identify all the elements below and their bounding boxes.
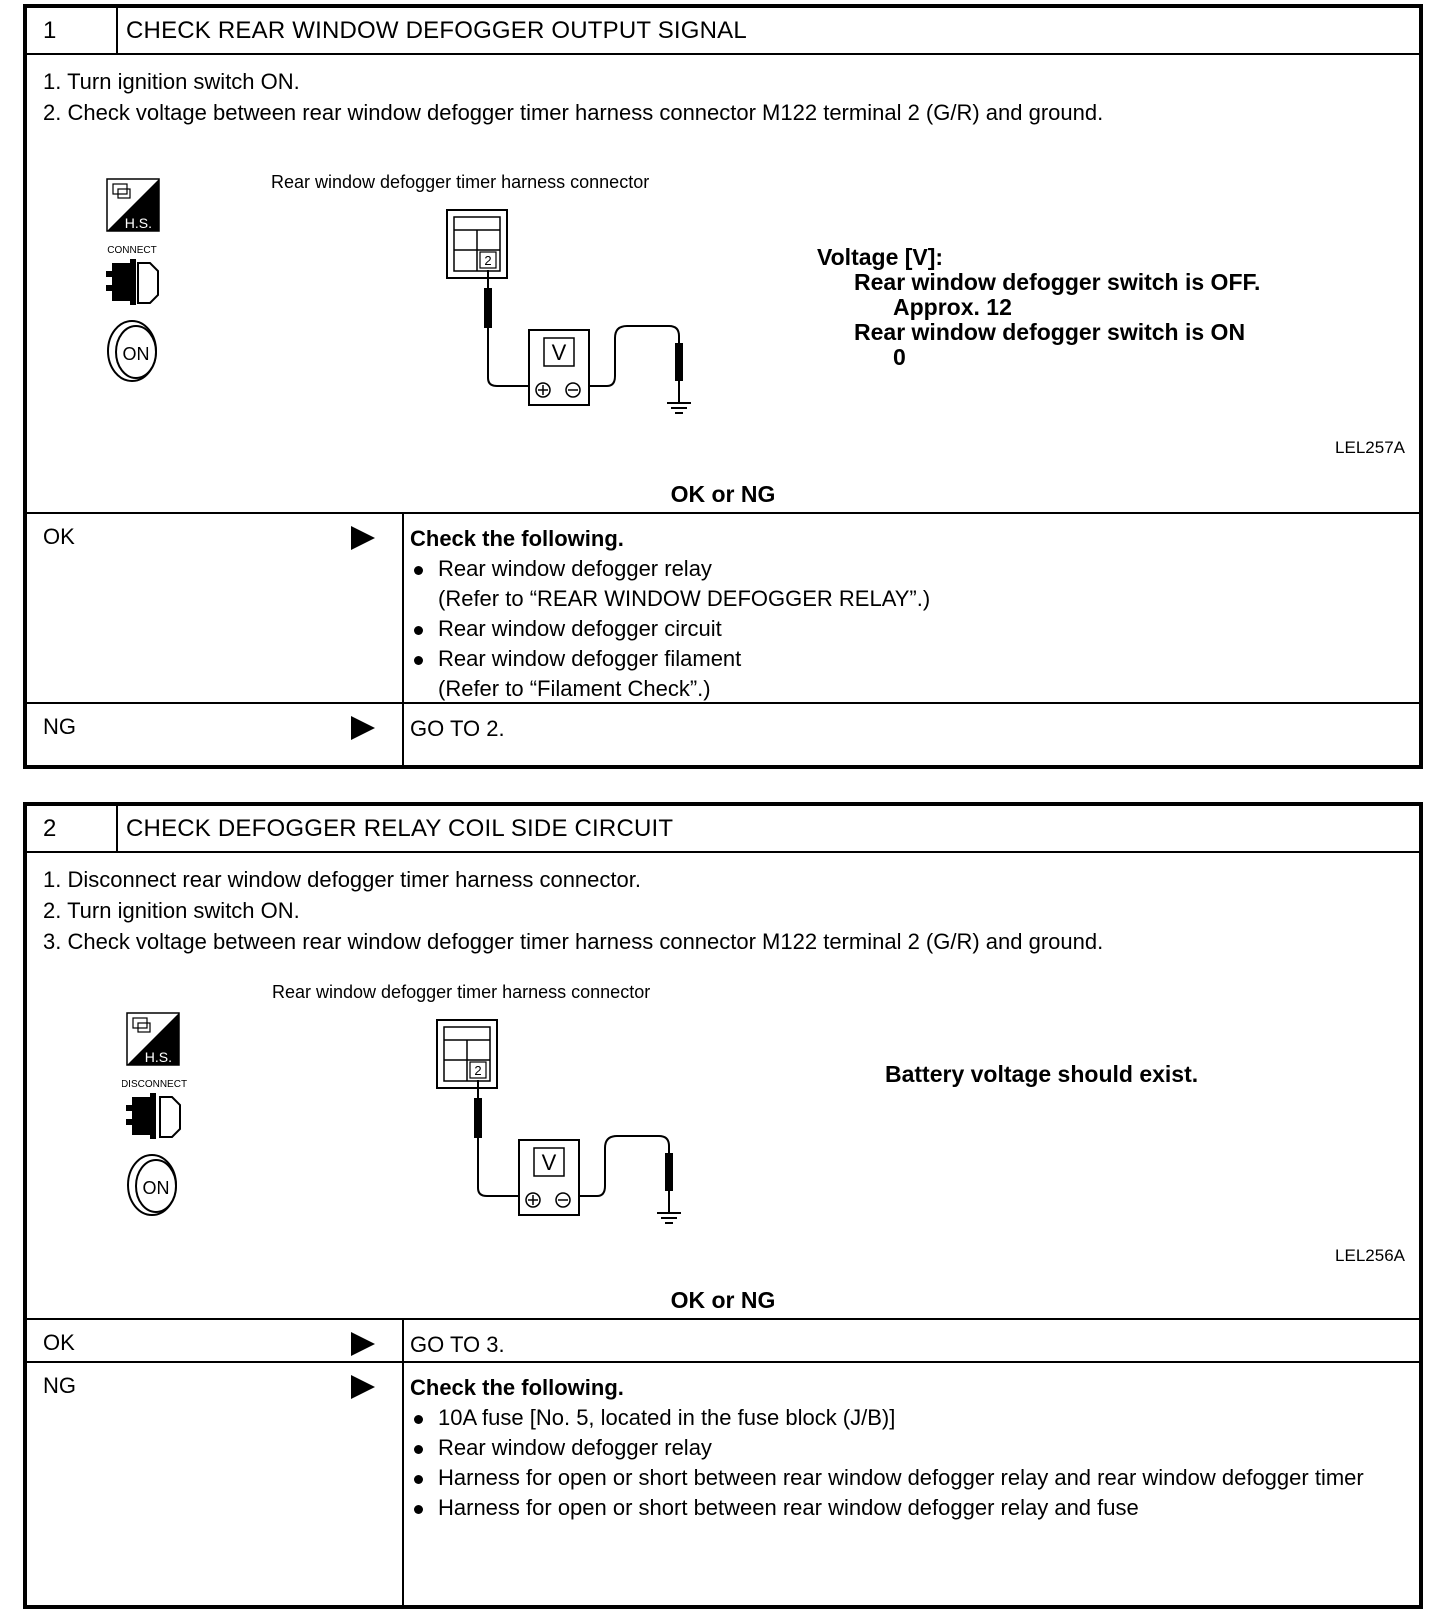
arrow-right-icon [351, 716, 375, 740]
step-2-panel [23, 802, 1423, 1609]
instruction-line: 2. Check voltage between rear window defogger timer harness connector M122 terminal 2 (G/R) and ground. [43, 100, 1104, 125]
instruction-line: 2. Turn ignition switch ON. [43, 898, 300, 923]
row-divider [402, 514, 404, 702]
result-label: OK [43, 524, 75, 549]
bullet-subtext: (Refer to “REAR WINDOW DEFOGGER RELAY”.) [438, 586, 931, 611]
probe-icon [484, 288, 492, 328]
arrow-right-icon [351, 1375, 375, 1399]
bullet-item: Harness for open or short between rear window defogger relay and rear window defogger timer [410, 1463, 1389, 1493]
spec-line: 0 [893, 344, 906, 370]
meter-label: V [551, 340, 567, 365]
instructions [43, 66, 1103, 128]
result-row-ng [27, 1361, 1419, 1605]
result-content [410, 1373, 1389, 1523]
step-number: 2 [43, 815, 57, 842]
instructions [43, 864, 1103, 957]
key-label: ON [142, 1178, 170, 1198]
ok-or-ng-heading: OK or NG [670, 481, 776, 507]
header-divider [116, 806, 118, 851]
spec-line: Approx. 12 [893, 294, 1012, 320]
result-row-ng [27, 702, 1419, 765]
step-title: CHECK REAR WINDOW DEFOGGER OUTPUT SIGNAL [126, 17, 747, 44]
row-divider [402, 704, 404, 765]
row-divider [402, 1363, 404, 1605]
terminal-label: 2 [484, 253, 492, 268]
instruction-line: 1. Disconnect rear window defogger timer harness connector. [43, 867, 641, 892]
ignition-key-icon [122, 1150, 202, 1220]
bullet-item: Rear window defogger circuit [410, 614, 1389, 644]
voltage-spec [817, 245, 1260, 370]
bullet-item: 10A fuse [No. 5, located in the fuse block (J/B)] [410, 1403, 1389, 1433]
harness-side-icon [102, 176, 182, 236]
figure-id: LEL257A [1335, 438, 1405, 457]
step-1-panel [23, 4, 1423, 769]
spec-line: Voltage [V]: [817, 244, 944, 270]
figure-caption: Rear window defogger timer harness connector [271, 172, 650, 192]
result-heading: Check the following. [410, 526, 624, 551]
step-title: CHECK DEFOGGER RELAY COIL SIDE CIRCUIT [126, 815, 674, 842]
arrow-right-icon [351, 1332, 375, 1356]
result-content [410, 524, 1389, 704]
step-header [27, 806, 1419, 853]
instruction-line: 3. Check voltage between rear window defogger timer harness connector M122 terminal 2 (G/R) and ground. [43, 929, 1104, 954]
step-number: 1 [43, 17, 57, 44]
spec-line: Rear window defogger switch is ON [854, 319, 1246, 345]
disconnect-icon [122, 1075, 202, 1145]
instruction-line: 1. Turn ignition switch ON. [43, 69, 300, 94]
spec-line: Battery voltage should exist. [885, 1061, 1199, 1087]
result-label: NG [43, 714, 76, 739]
icon-label: H.S. [144, 1049, 172, 1065]
ignition-key-icon [102, 316, 182, 386]
voltage-check-diagram [437, 208, 717, 428]
result-label: OK [43, 1330, 75, 1355]
service-icons [122, 1010, 202, 1225]
result-content: GO TO 2. [410, 716, 505, 741]
result-heading: Check the following. [410, 1375, 624, 1400]
arrow-right-icon [351, 526, 375, 550]
bullet-item: Rear window defogger relay [410, 554, 1389, 584]
voltage-check-diagram [427, 1018, 707, 1238]
header-divider [116, 8, 118, 53]
result-row-ok [27, 512, 1419, 702]
result-label: NG [43, 1373, 76, 1398]
connect-label: CONNECT [107, 245, 157, 256]
harness-side-icon [122, 1010, 202, 1070]
ok-or-ng-heading: OK or NG [670, 1287, 776, 1313]
probe-icon [474, 1098, 482, 1138]
step-header [27, 8, 1419, 55]
bullet-item: Rear window defogger filament [410, 644, 1389, 674]
connect-icon [102, 241, 182, 311]
bullet-subtext: (Refer to “Filament Check”.) [438, 676, 711, 701]
key-label: ON [122, 344, 150, 364]
connect-label: DISCONNECT [122, 1079, 188, 1090]
figure-id: LEL256A [1335, 1246, 1405, 1265]
meter-label: V [541, 1150, 557, 1175]
bullet-item: Harness for open or short between rear window defogger relay and fuse [410, 1493, 1389, 1523]
voltage-spec [885, 1062, 1198, 1087]
service-icons [102, 176, 182, 391]
terminal-label: 2 [474, 1063, 482, 1078]
result-row-ok [27, 1318, 1419, 1362]
row-divider [402, 1320, 404, 1362]
result-content: GO TO 3. [410, 1332, 505, 1357]
icon-label: H.S. [124, 215, 152, 231]
bullet-item: Rear window defogger relay [410, 1433, 1389, 1463]
spec-line: Rear window defogger switch is OFF. [854, 269, 1261, 295]
figure-caption: Rear window defogger timer harness connector [272, 982, 651, 1002]
